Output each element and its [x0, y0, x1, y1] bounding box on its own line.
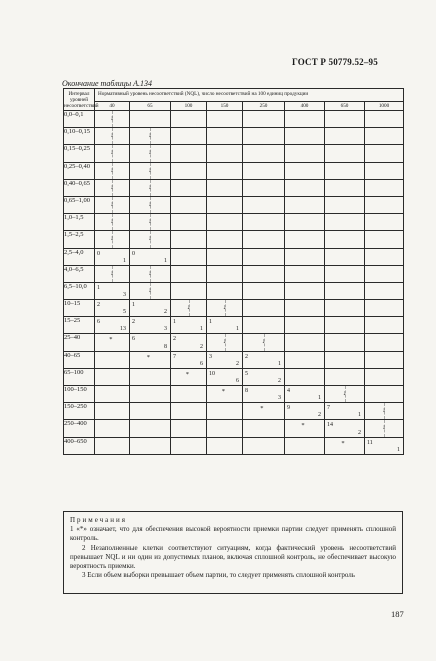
plan-cell [243, 231, 285, 248]
table-row [64, 282, 404, 299]
down-arrow-icon: ↓ [148, 268, 152, 277]
standard-number: ГОСТ Р 50779.52–95 [292, 57, 378, 67]
plan-cell [171, 334, 207, 351]
sample-size-value: 11 [367, 439, 373, 446]
table-row [64, 351, 404, 368]
plan-cell [365, 403, 404, 420]
plan-cell [243, 317, 285, 334]
plan-cell [243, 214, 285, 231]
plan-cell [130, 111, 171, 128]
plan-cell [285, 231, 325, 248]
plan-cell [207, 128, 243, 145]
plan-cell [365, 128, 404, 145]
plan-cell [171, 368, 207, 385]
full-inspection-star: * [221, 388, 225, 395]
plan-cell [130, 420, 171, 437]
plan-cell [207, 231, 243, 248]
plan-cell [365, 300, 404, 317]
row-interval-label: 15–25 [64, 317, 95, 334]
plan-cell [365, 179, 404, 196]
table-row [64, 128, 404, 145]
plan-cell [365, 231, 404, 248]
plan-cell [95, 265, 130, 282]
sample-size-value: 7 [327, 405, 330, 412]
acceptance-number-value: 1 [200, 326, 203, 333]
plan-cell [325, 368, 365, 385]
full-inspection-star: * [301, 422, 305, 430]
table-row [64, 214, 404, 231]
plan-cell [207, 403, 243, 420]
sample-size-value: 0 [97, 250, 100, 257]
acceptance-number-value: 2 [200, 343, 203, 350]
plan-cell [130, 128, 171, 145]
plan-cell [171, 145, 207, 162]
plan-cell [365, 437, 404, 454]
down-arrow-icon: ↓ [148, 182, 152, 191]
plan-cell [365, 368, 404, 385]
down-arrow-icon: ↓ [148, 234, 152, 243]
row-interval-label: 10–15 [64, 300, 95, 317]
plan-cell [207, 162, 243, 179]
table-row [64, 145, 404, 162]
table-row [64, 386, 404, 403]
plan-cell [207, 368, 243, 385]
table-row [64, 162, 404, 179]
plan-cell [130, 368, 171, 385]
plan-cell [285, 317, 325, 334]
plan-cell [171, 179, 207, 196]
down-arrow-icon: ↓ [148, 217, 152, 226]
down-arrow-icon: ↓ [110, 217, 114, 226]
sample-size-value: 10 [209, 370, 215, 377]
sample-size-value: 2 [245, 353, 248, 360]
table-row [64, 196, 404, 213]
sample-size-value: 14 [327, 422, 333, 429]
plan-cell [325, 300, 365, 317]
sample-size-value: 5 [245, 370, 248, 377]
acceptance-number-value: 2 [278, 378, 281, 384]
acceptance-number-value: 3 [278, 395, 281, 402]
plan-cell [95, 300, 130, 317]
plan-cell [130, 351, 171, 368]
down-arrow-icon: ↓ [110, 114, 114, 122]
plan-cell [171, 128, 207, 145]
plan-cell [365, 317, 404, 334]
plan-cell [325, 111, 365, 128]
row-interval-label: 25–40 [64, 334, 95, 351]
plan-cell [243, 179, 285, 196]
plan-cell [243, 368, 285, 385]
plan-cell [325, 179, 365, 196]
plan-cell [95, 420, 130, 437]
plan-cell [325, 231, 365, 248]
plan-cell [285, 300, 325, 317]
plan-cell [171, 403, 207, 420]
plan-cell [130, 162, 171, 179]
sample-size-value: 1 [97, 284, 100, 291]
plan-cell [207, 420, 243, 437]
plan-cell [95, 111, 130, 128]
acceptance-number-value: 1 [164, 257, 167, 264]
plan-cell [130, 196, 171, 213]
acceptance-number-value: 2 [164, 309, 167, 316]
plan-cell [130, 214, 171, 231]
plan-cell [207, 145, 243, 162]
down-arrow-icon: ↓ [110, 131, 114, 140]
down-arrow-icon: ↓ [382, 406, 386, 415]
plan-cell [171, 162, 207, 179]
plan-cell [325, 196, 365, 213]
plan-cell [325, 437, 365, 454]
down-arrow-icon: ↓ [382, 423, 386, 432]
plan-cell [325, 214, 365, 231]
plan-cell [285, 145, 325, 162]
full-inspection-star: * [109, 336, 113, 344]
sample-size-value: 6 [97, 319, 100, 326]
down-arrow-icon: ↓ [110, 268, 114, 277]
plan-cell [243, 145, 285, 162]
plan-cell [243, 386, 285, 403]
plan-cell [130, 300, 171, 317]
sample-size-value: 3 [209, 353, 212, 360]
plan-cell [243, 437, 285, 454]
column-header: 40 [95, 102, 130, 111]
row-interval-label: 100–150 [64, 386, 95, 403]
table-row [64, 231, 404, 248]
plan-cell [95, 386, 130, 403]
plan-cell [243, 248, 285, 265]
row-interval-label: 4,0–6,5 [64, 265, 95, 282]
down-arrow-icon: ↓ [110, 182, 114, 191]
acceptance-number-value: 13 [120, 326, 126, 333]
column-header: 250 [243, 102, 285, 111]
plan-cell [285, 162, 325, 179]
plan-cell [130, 145, 171, 162]
acceptance-number-value: 6 [236, 378, 239, 384]
row-interval-label: 0,10–0,15 [64, 128, 95, 145]
plan-cell [207, 196, 243, 213]
plan-cell [365, 351, 404, 368]
plan-cell [285, 196, 325, 213]
full-inspection-star: * [146, 353, 151, 361]
plan-cell [171, 111, 207, 128]
down-arrow-icon: ↓ [148, 199, 152, 208]
table-row [64, 179, 404, 196]
plan-cell [325, 145, 365, 162]
row-interval-label: 6,5–10,0 [64, 282, 95, 299]
acceptance-number-value: 3 [123, 292, 126, 299]
plan-cell [285, 111, 325, 128]
plan-cell [325, 334, 365, 351]
plan-cell [130, 386, 171, 403]
row-interval-label: 65–100 [64, 368, 95, 385]
plan-cell [95, 317, 130, 334]
plan-cell [325, 351, 365, 368]
row-interval-label: 0,65–1,00 [64, 196, 95, 213]
plan-cell [171, 282, 207, 299]
plan-cell [325, 248, 365, 265]
down-arrow-icon: ↓ [342, 389, 347, 397]
row-interval-label: 0,0–0,1 [64, 111, 95, 128]
plan-cell [285, 386, 325, 403]
plan-cell [207, 111, 243, 128]
full-inspection-star: * [185, 370, 189, 378]
down-arrow-icon: ↓ [261, 337, 266, 346]
sample-size-value: 2 [173, 336, 176, 343]
plan-cell [171, 386, 207, 403]
plan-cell [243, 300, 285, 317]
sample-size-value: 0 [132, 250, 135, 257]
row-interval-label: 0,15–0,25 [64, 145, 95, 162]
sampling-table [63, 88, 404, 455]
acceptance-number-value: 8 [164, 343, 167, 350]
row-interval-label: 2,5–4,0 [64, 248, 95, 265]
plan-cell [243, 420, 285, 437]
note-3: 3 Если объем выборки превышает объем партии, то следует применять сплошной контроль [82, 571, 355, 580]
plan-cell [365, 265, 404, 282]
plan-cell [325, 265, 365, 282]
row-interval-label: 1,5–2,5 [64, 231, 95, 248]
row-interval-label: 0,25–0,40 [64, 162, 95, 179]
plan-cell [207, 351, 243, 368]
plan-cell [325, 403, 365, 420]
plan-cell [95, 231, 130, 248]
plan-cell [325, 386, 365, 403]
table-row [64, 300, 404, 317]
plan-cell [95, 368, 130, 385]
plan-cell [95, 162, 130, 179]
plan-cell [171, 248, 207, 265]
plan-cell [130, 334, 171, 351]
row-interval-label: 40–65 [64, 351, 95, 368]
plan-cell [95, 145, 130, 162]
row-interval-label: 0,40–0,65 [64, 179, 95, 196]
plan-cell [130, 403, 171, 420]
row-interval-label: 250–400 [64, 420, 95, 437]
plan-cell [207, 248, 243, 265]
plan-cell [130, 265, 171, 282]
plan-cell [285, 437, 325, 454]
plan-cell [365, 162, 404, 179]
plan-cell [207, 437, 243, 454]
plan-cell [243, 111, 285, 128]
plan-cell [243, 403, 285, 420]
plan-cell [243, 282, 285, 299]
sample-size-value: 1 [173, 319, 176, 326]
plan-cell [171, 351, 207, 368]
table-row [64, 437, 404, 454]
plan-cell [243, 196, 285, 213]
plan-cell [285, 403, 325, 420]
acceptance-number-value: 5 [123, 309, 126, 316]
plan-cell [285, 179, 325, 196]
plan-cell [95, 282, 130, 299]
plan-cell [365, 334, 404, 351]
plan-cell [95, 248, 130, 265]
plan-cell [171, 437, 207, 454]
note-1: 1 «*» означает, что для обеспечения высокой вероятности приемки партии следует применять сплошной контроль. [70, 525, 396, 543]
acceptance-number-value: 1 [358, 412, 361, 419]
table-row [64, 111, 404, 128]
plan-cell [207, 179, 243, 196]
plan-cell [171, 300, 207, 317]
table-body [64, 111, 404, 455]
plan-cell [285, 248, 325, 265]
table-row [64, 248, 404, 265]
plan-cell [285, 351, 325, 368]
plan-cell [285, 334, 325, 351]
table-caption: Окончание таблицы А.134 [62, 79, 153, 88]
sample-size-value: 6 [132, 336, 135, 343]
down-arrow-icon: ↓ [148, 131, 152, 140]
plan-cell [207, 300, 243, 317]
plan-cell [95, 214, 130, 231]
plan-cell [207, 214, 243, 231]
plan-cell [95, 351, 130, 368]
plan-cell [285, 214, 325, 231]
plan-cell [95, 179, 130, 196]
acceptance-number-value: 1 [397, 446, 401, 453]
column-header-row [64, 102, 404, 111]
plan-cell [243, 334, 285, 351]
plan-cell [285, 368, 325, 385]
plan-cell [365, 145, 404, 162]
down-arrow-icon: ↓ [222, 303, 227, 312]
plan-cell [171, 317, 207, 334]
plan-cell [207, 282, 243, 299]
acceptance-number-value: 1 [236, 326, 239, 333]
sample-size-value: 9 [287, 405, 290, 412]
plan-cell [365, 214, 404, 231]
row-interval-label: 1,0–1,5 [64, 214, 95, 231]
plan-cell [325, 162, 365, 179]
down-arrow-icon: ↓ [186, 303, 191, 312]
plan-cell [130, 248, 171, 265]
plan-cell [365, 282, 404, 299]
column-header: 650 [325, 102, 365, 111]
plan-cell [207, 386, 243, 403]
row-interval-label: 150–250 [64, 403, 95, 420]
plan-cell [325, 420, 365, 437]
sample-size-value: 1 [209, 319, 212, 326]
column-header: 100 [171, 102, 207, 111]
down-arrow-icon: ↓ [110, 148, 114, 157]
plan-cell [365, 248, 404, 265]
down-arrow-icon: ↓ [148, 165, 152, 174]
plan-cell [285, 420, 325, 437]
sample-size-value: 2 [132, 319, 135, 326]
plan-cell [243, 162, 285, 179]
plan-cell [171, 214, 207, 231]
row-interval-label: 400–650 [64, 437, 95, 454]
table-row [64, 403, 404, 420]
plan-cell [243, 265, 285, 282]
plan-cell [365, 386, 404, 403]
plan-cell [171, 231, 207, 248]
down-arrow-icon: ↓ [222, 337, 227, 346]
sample-size-value: 8 [245, 388, 248, 394]
plan-cell [325, 282, 365, 299]
plan-cell [130, 437, 171, 454]
plan-cell [207, 334, 243, 351]
full-inspection-star: * [260, 405, 264, 413]
plan-cell [207, 317, 243, 334]
plan-cell [243, 351, 285, 368]
sample-size-value: 2 [97, 302, 100, 309]
acceptance-number-value: 2 [236, 360, 239, 367]
plan-cell [95, 437, 130, 454]
down-arrow-icon: ↓ [148, 285, 152, 294]
plan-cell [325, 128, 365, 145]
plan-cell [243, 128, 285, 145]
acceptance-number-value: 2 [358, 429, 361, 436]
acceptance-number-value: 1 [318, 395, 321, 402]
plan-cell [95, 128, 130, 145]
plan-cell [365, 420, 404, 437]
down-arrow-icon: ↓ [148, 148, 152, 157]
table-row [64, 334, 404, 351]
acceptance-number-value: 1 [123, 257, 126, 264]
sample-size-value: 1 [132, 302, 135, 309]
acceptance-number-value: 2 [318, 412, 321, 419]
plan-cell [130, 317, 171, 334]
table-row [64, 420, 404, 437]
plan-cell [171, 265, 207, 282]
plan-cell [95, 334, 130, 351]
sample-size-value: 7 [173, 353, 176, 360]
plan-cell [130, 179, 171, 196]
acceptance-number-value: 3 [164, 326, 167, 333]
column-header: 400 [285, 102, 325, 111]
down-arrow-icon: ↓ [110, 234, 114, 243]
plan-cell [365, 111, 404, 128]
plan-cell [285, 265, 325, 282]
plan-cell [130, 282, 171, 299]
column-header: 1000 [365, 102, 404, 111]
plan-cell [130, 231, 171, 248]
sample-size-value: 4 [287, 388, 290, 394]
notes-box [63, 511, 403, 594]
down-arrow-icon: ↓ [110, 165, 114, 174]
column-header: 65 [130, 102, 171, 111]
plan-cell [365, 196, 404, 213]
page-number: 187 [391, 609, 404, 619]
plan-cell [171, 196, 207, 213]
down-arrow-icon: ↓ [110, 199, 114, 208]
plan-cell [95, 196, 130, 213]
plan-cell [207, 265, 243, 282]
plan-cell [95, 403, 130, 420]
plan-cell [285, 128, 325, 145]
table-row [64, 265, 404, 282]
plan-cell [171, 420, 207, 437]
column-header: 150 [207, 102, 243, 111]
table-row [64, 368, 404, 385]
notes-title: Примечания [70, 516, 128, 524]
note-2: 2 Незаполненные клетки соответствуют ситуациям, когда фактический уровень несоответствий превышает NQL и ни один из допустимых планов, включая сплошной контроль, не обеспечивает высокую вероятность приемки. [70, 543, 396, 571]
full-inspection-star: * [341, 439, 345, 447]
nql-header: Нормативный уровень несоответствий (NQL), число несоответствий на 100 единиц продукции [95, 89, 404, 102]
interval-header: Интервал уровней несоответствий [64, 89, 95, 111]
acceptance-number-value: 6 [200, 360, 203, 367]
plan-cell [325, 317, 365, 334]
table-row [64, 317, 404, 334]
acceptance-number-value: 1 [278, 360, 281, 367]
plan-cell [285, 282, 325, 299]
